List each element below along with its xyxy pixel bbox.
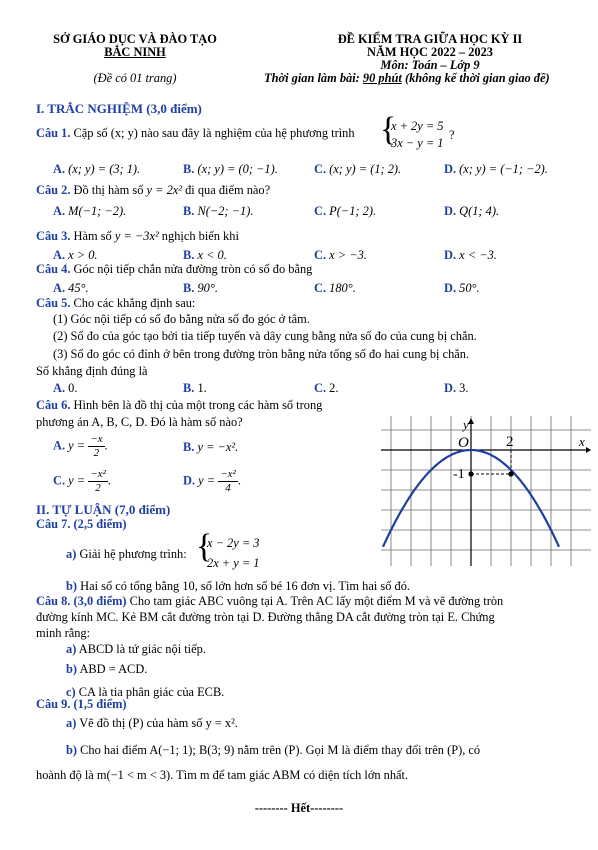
q9-a: a) Vẽ đồ thị (P) của hàm số y = x². [66, 716, 238, 730]
point-2-neg1 [508, 471, 513, 476]
q5-option-a: A. 0. [53, 381, 78, 395]
q8-c: c) CA là tia phân giác của ECB. [66, 685, 225, 699]
q4-option-b: B. 90°. [183, 281, 218, 295]
q7-b: b) Hai số có tổng bằng 10, số lớn hơn số bé 16 đơn vị. Tìm hai số đó. [66, 579, 411, 593]
subject: Môn: Toán – Lớp 9 [380, 58, 480, 72]
origin-label: O [458, 435, 469, 451]
dept-line1: SỞ GIÁO DỤC VÀ ĐÀO TẠO [53, 32, 217, 46]
part2-title: II. TỰ LUẬN (7,0 điểm) [36, 502, 171, 517]
q6-option-a: A. y = $\frac{-x}{2}$ . [53, 433, 108, 459]
q9-label: Câu 9. (1,5 điểm) [36, 697, 127, 711]
q1-option-a: A. (x; y) = (3; 1). [53, 162, 141, 176]
q8-b: b) ABD = ACD. [66, 662, 148, 676]
time-line [264, 71, 550, 86]
y-axis-label: y [463, 417, 469, 432]
q4-option-d: D. 50°. [444, 281, 480, 295]
q7-eq1: x − 2y = 3 [207, 536, 260, 550]
x-axis-label: x [579, 434, 585, 449]
pages-note: (Đề có 01 trang) [93, 71, 177, 85]
q9-b-line1: b) Cho hai điểm A(−1; 1); B(3; 9) nằm trên (P). Gọi M là điểm thay đổi trên (P), có [66, 743, 481, 757]
q7-a: a) Giải hệ phương trình: [66, 547, 187, 561]
q1-option-d: D. (x; y) = (−1; −2). [444, 162, 548, 176]
q3-option-a: A. x > 0. [53, 248, 98, 262]
q7-label: Câu 7. (2,5 điểm) [36, 517, 127, 531]
q1-text: Cặp số (x; y) nào sau đây là nghiệm của hệ phương trình [73, 126, 355, 140]
time-value: 90 phút [362, 71, 402, 85]
time-label: Thời gian làm bài: [264, 71, 360, 85]
q5-option-b: B. 1. [183, 381, 207, 395]
q1-eq2: 3x − y = 1 [391, 136, 444, 150]
q6-option-d: D. y = $\frac{\text{−x²}}{4}$ . [183, 468, 241, 494]
q2-option-c: C. P(−1; 2). [314, 204, 377, 218]
q5-ask: Số khẳng định đúng là [36, 364, 148, 378]
q3-option-b: B. x < 0. [183, 248, 227, 262]
end-mark: -------- Hết-------- [254, 801, 344, 815]
q6-option-c: C. y = $\frac{\text{−x²}}{2}$ . [53, 468, 111, 494]
q4-option-a: A. 45°. [53, 281, 89, 295]
q6-stem-1: Câu 6. Hình bên là đồ thị của một trong các hàm số trong [36, 398, 323, 412]
q5-option-d: D. 3. [444, 381, 469, 395]
part1-title: I. TRẮC NGHIỆM (3,0 điểm) [36, 101, 202, 116]
q6-stem-2: phương án A, B, C, D. Đó là hàm số nào? [36, 415, 243, 429]
q1-option-c: C. (x; y) = (1; 2). [314, 162, 402, 176]
point-0-neg1 [468, 471, 473, 476]
q1-eq1: x + 2y = 5 [391, 119, 444, 133]
q5-statement-1: (1) Góc nội tiếp có số đo bằng nửa số đo góc ở tâm. [53, 312, 310, 326]
exam-title: ĐỀ KIỂM TRA GIỮA HỌC KỲ II [337, 32, 523, 46]
time-note: (không kể thời gian giao đề) [404, 71, 550, 85]
q7-brace: { [196, 528, 213, 565]
x-axis-arrow [586, 447, 591, 453]
q2-option-b: B. N(−2; −1). [183, 204, 254, 218]
q3-option-c: C. x > −3. [314, 248, 367, 262]
y-axis-arrow [468, 418, 474, 424]
parabola-graph [381, 416, 591, 566]
q8-line3: minh rằng: [36, 626, 91, 640]
q2-option-d: D. Q(1; 4). [444, 204, 500, 218]
q3-stem: Câu 3. Hàm số y = −3x² nghịch biến khi [36, 229, 239, 243]
q1-option-b: B. (x; y) = (0; −1). [183, 162, 278, 176]
q4-stem: Câu 4. Góc nội tiếp chắn nửa đường tròn có số đo bằng [36, 262, 313, 276]
q2-stem: Câu 2. Đồ thị hàm số y = 2x² đi qua điểm nào? [36, 183, 271, 197]
q5-stem: Câu 5. Cho các khẳng định sau: [36, 296, 196, 310]
q9-b-line2: hoành độ là m(−1 < m < 3). Tìm m để tam giác ABM có diện tích lớn nhất. [36, 768, 409, 782]
q6-option-b: B. y = −x². [183, 440, 239, 454]
q5-statement-3: (3) Số đo góc có đỉnh ở bên trong đường tròn bằng nửa tổng số đo hai cung bị chắn. [53, 347, 470, 361]
q1-qmark: ? [449, 128, 455, 142]
q8-a: a) ABCD là tứ giác nội tiếp. [66, 642, 206, 656]
tick-y-neg1: -1 [453, 467, 465, 482]
q7-eq2: 2x + y = 1 [207, 556, 260, 570]
q5-option-c: C. 2. [314, 381, 339, 395]
q2-option-a: A. M(−1; −2). [53, 204, 127, 218]
dept-line2: BẮC NINH [104, 45, 166, 59]
q5-statement-2: (2) Số đo của góc tạo bởi tia tiếp tuyến và dây cung bằng nửa số đo của cung bị chắn. [53, 329, 477, 343]
q8-line1: Câu 8. (3,0 điểm) Cho tam giác ABC vuông tại A. Trên AC lấy một điểm M và vẽ đường tròn [36, 594, 504, 608]
q4-option-c: C. 180°. [314, 281, 356, 295]
school-year: NĂM HỌC 2022 – 2023 [367, 45, 493, 59]
q8-line2: đường kính MC. Kẻ BM cắt đường tròn tại D. Đường thẳng DA cắt đường tròn tại E. Chứng [36, 610, 495, 624]
q1-label: Câu 1. [36, 126, 71, 140]
q1-brace: { [380, 111, 397, 148]
q1-stem [36, 126, 355, 141]
q3-option-d: D. x < −3. [444, 248, 497, 262]
tick-x-2: 2 [506, 434, 514, 450]
